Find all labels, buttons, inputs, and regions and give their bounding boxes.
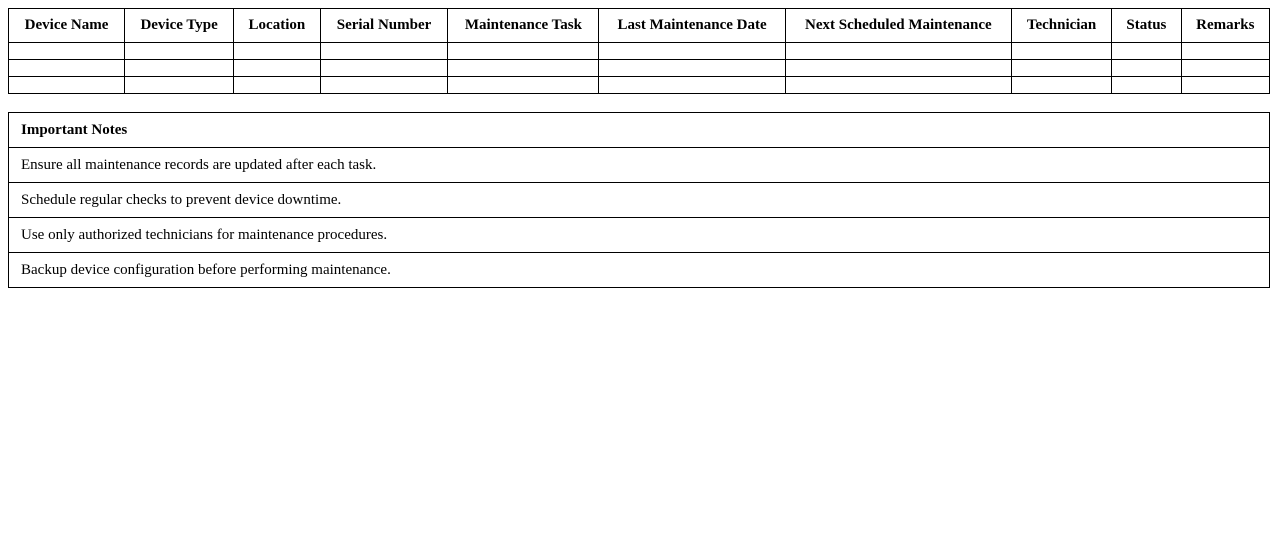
table-cell	[125, 60, 234, 77]
table-cell	[599, 60, 785, 77]
table-cell	[9, 60, 125, 77]
table-cell	[234, 60, 320, 77]
table-cell	[599, 77, 785, 94]
list-item	[9, 148, 1270, 183]
header-technician: Technician	[1011, 9, 1111, 43]
header-next-scheduled-maintenance: Next Scheduled Maintenance	[785, 9, 1011, 43]
maintenance-table	[8, 8, 1270, 94]
header-remarks: Remarks	[1181, 9, 1269, 43]
table-cell	[785, 60, 1011, 77]
table-row	[9, 77, 1270, 94]
note-text: Backup device configuration before performing maintenance.	[9, 253, 1270, 288]
table-cell	[1181, 77, 1269, 94]
table-cell	[9, 77, 125, 94]
header-status: Status	[1112, 9, 1181, 43]
table-cell	[1112, 60, 1181, 77]
table-cell	[1011, 60, 1111, 77]
header-last-maintenance-date: Last Maintenance Date	[599, 9, 785, 43]
table-cell	[785, 43, 1011, 60]
table-cell	[320, 43, 448, 60]
header-location: Location	[234, 9, 320, 43]
list-item	[9, 183, 1270, 218]
header-serial-number: Serial Number	[320, 9, 448, 43]
list-item	[9, 253, 1270, 288]
table-cell	[1011, 43, 1111, 60]
table-header-row	[9, 9, 1270, 43]
table-cell	[785, 77, 1011, 94]
header-maintenance-task: Maintenance Task	[448, 9, 599, 43]
table-cell	[320, 60, 448, 77]
notes-table	[8, 112, 1270, 288]
table-row	[9, 60, 1270, 77]
note-text: Ensure all maintenance records are updated after each task.	[9, 148, 1270, 183]
table-cell	[448, 77, 599, 94]
table-cell	[320, 77, 448, 94]
table-cell	[9, 43, 125, 60]
notes-header-row	[9, 113, 1270, 148]
table-row	[9, 43, 1270, 60]
table-cell	[599, 43, 785, 60]
table-cell	[125, 77, 234, 94]
table-cell	[1112, 43, 1181, 60]
table-cell	[448, 60, 599, 77]
header-device-name: Device Name	[9, 9, 125, 43]
table-cell	[448, 43, 599, 60]
notes-title: Important Notes	[9, 113, 1270, 148]
note-text: Schedule regular checks to prevent device downtime.	[9, 183, 1270, 218]
table-cell	[234, 77, 320, 94]
table-cell	[1011, 77, 1111, 94]
note-text: Use only authorized technicians for maintenance procedures.	[9, 218, 1270, 253]
table-cell	[1112, 77, 1181, 94]
table-cell	[1181, 60, 1269, 77]
list-item	[9, 218, 1270, 253]
table-cell	[125, 43, 234, 60]
table-cell	[1181, 43, 1269, 60]
header-device-type: Device Type	[125, 9, 234, 43]
table-cell	[234, 43, 320, 60]
